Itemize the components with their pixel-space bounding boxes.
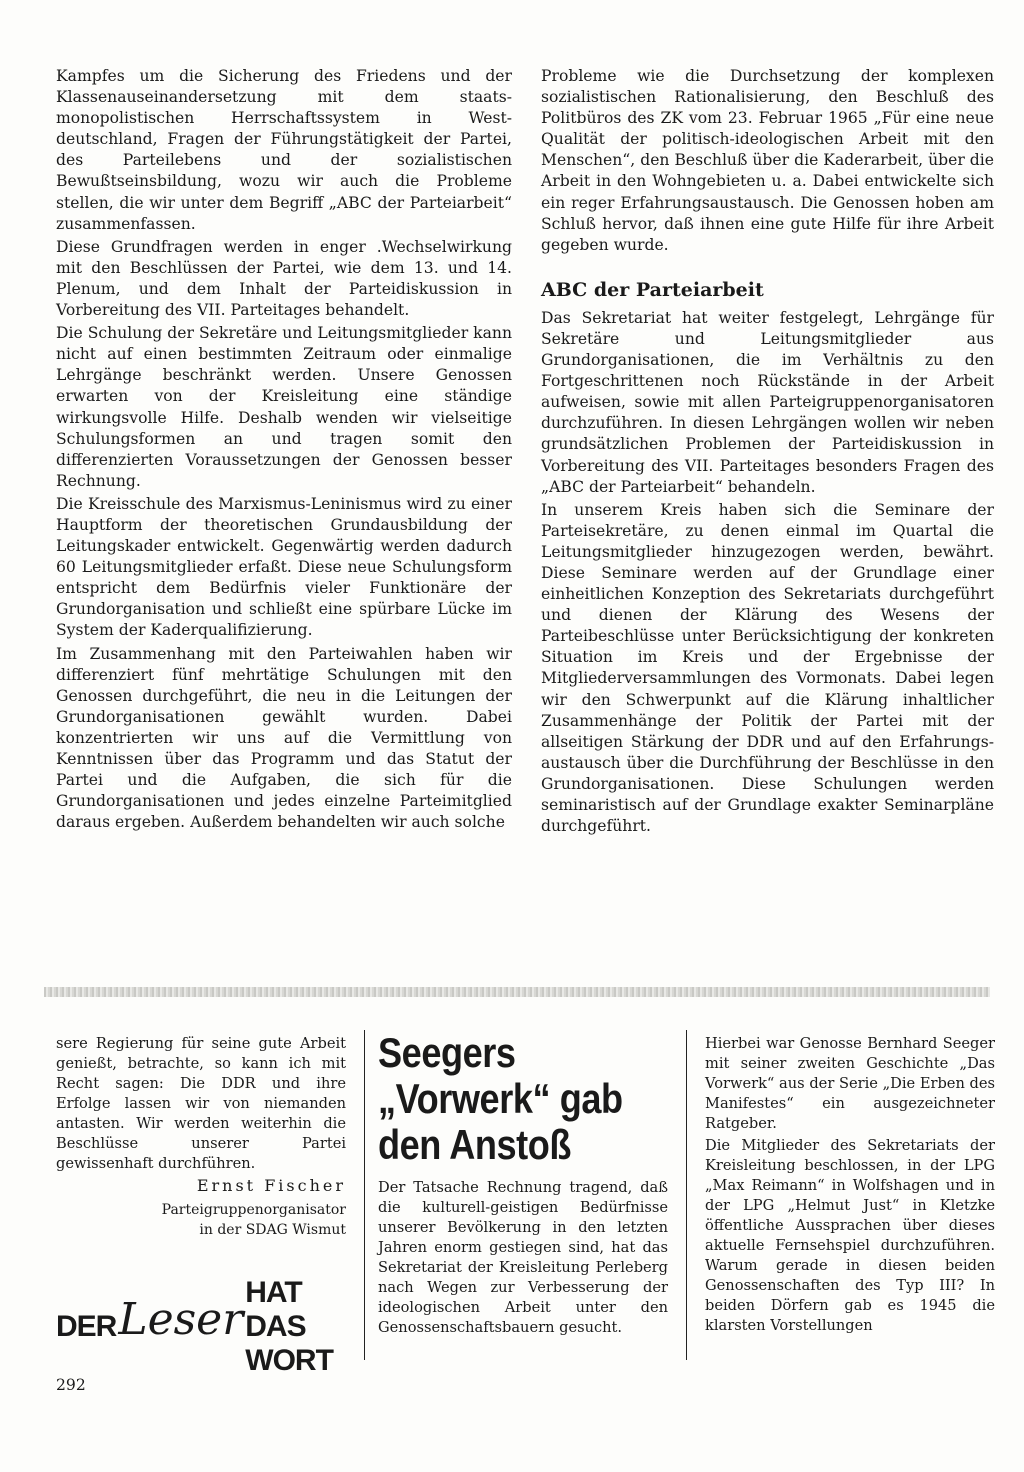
letter-column (56, 1034, 346, 1176)
logo-script-word: Leser (118, 1293, 244, 1345)
author-role-line: in der SDAG Wismut (199, 1222, 346, 1238)
column-rule (686, 1030, 687, 1360)
article-column-middle (378, 1178, 668, 1340)
paragraph: Kampfes um die Sicherung des Friedens und der Klassenauseinandersetzung mit dem staatsmonopolistischen Herrschaftssystem in Westdeutschland, Fragen der Führungstätigkeit der Partei, des Parteilebens und der sozialistischen Bewußtseinsbildung, wozu wir auch die Probleme stellen, die wir unter dem Begriff „ABC der Parteiarbeit“ zusammenfassen. (56, 67, 512, 233)
section-heading: ABC der Parteiarbeit (541, 278, 764, 301)
headline-line: den Anstoß (378, 1121, 572, 1168)
paragraph: Die Mitglieder des Sekretariats der Kreisleitung beschlossen, in der LPG „Max Reimann“ in Wolfshagen und in der LPG „Helmut Just“ in Kletzke öffentliche Aussprachen über dieses aktuelle Fernsehspiel durchzuführen. Warum gerade in diesen beiden Genossenschaften des Typ III? In beiden Dörfern gab es 1945 die klarsten Vorstellungen (705, 1137, 995, 1334)
article-column-right-bottom (705, 1034, 995, 1338)
author-role (56, 1200, 346, 1240)
paragraph: Die Schulung der Sekretäre und Leitungsmitglieder kann nicht auf einen bestimmten Zeitraum oder einmalige Lehrgänge beschränkt werden. Unsere Genossen erwarten von der Kreisleitung eine ständige wirkungsvolle Hilfe. Deshalb wenden wir vielseitige Schulungsformen an und tragen somit den differenzierten Voraussetzungen der Genossen besser Rechnung. (56, 324, 512, 490)
paragraph: Im Zusammenhang mit den Parteiwahlen haben wir differenziert fünf mehrtätige Schulungen mit den Genossen durchgeführt, die neu in die Leitungen der Grundorganisationen gewählt wurden. Dabei konzentrierten wir uns auf die Vermittlung von Kenntnissen über das Programm und das Statut der Partei und die Aufgaben, die sich für die Grundorganisationen und jedes einzelne Parteimitglied daraus ergeben. Außerdem behandelten wir auch solche (56, 644, 512, 832)
logo-text-pre: DER (56, 1310, 117, 1343)
headline-line: „Vorwerk“ gab (378, 1075, 623, 1122)
article-headline (378, 1030, 627, 1168)
paragraph: Die Kreisschule des Marxismus-Leninismus wird zu einer Hauptform der theoretischen Grundausbildung der Leitungskader entwickelt. Gegenwärtig werden dadurch 60 Leitungsmitglieder erfaßt. Diese neue Schulungsform entspricht dem Bedürfnis vieler Funktionäre der Grundorganisation und schließt eine spürbare Lücke im System der Kaderqualifizierung. (56, 494, 512, 640)
paragraph: In unserem Kreis haben sich die Seminare der Parteisekretäre, zu denen einmal im Quartal die Leitungsmitglieder hinzugezogen werden, bewährt. Diese Seminare werden auf der Grundlage einer einheitlichen Konzeption des Sekretariats durchgeführt und dienen der Klärung des Wesens der Parteibeschlüsse unter Berücksichtigung der konkreten Situation im Kreis und der Ergebnisse der Mitgliederversammlungen des Vormonats. Dabei legen wir den Schwerpunkt auf die Klärung inhaltlicher Zusammenhänge der Politik der Partei mit der allseitigen Stärkung der DDR und auf den Erfahrungsaustausch über die Durchführung der Beschlüsse in den Grundorganisationen. Diese Schulungen werden seminaristisch auf der Grundlage exakter Seminarpläne durchgeführt. (541, 500, 994, 836)
paragraph: Probleme wie die Durchsetzung der komplexen sozialistischen Rationalisierung, den Beschluß des Politbüros des ZK vom 23. Februar 1965 „Für eine neue Qualität der politisch-ideologischen Arbeit mit den Menschen“, den Beschluß über die Kaderarbeit, über die Arbeit in den Wohngebieten u. a. Dabei entwickelte sich ein reger Erfahrungsaustausch. Die Genossen hoben am Schluß hervor, daß ihnen eine gute Hilfe für ihre Arbeit gegeben wurde. (541, 67, 994, 254)
paragraph: Der Tatsache Rechnung tragend, daß die kulturell-geistigen Bedürfnisse unserer Bevölkerung in den letzten Jahren enorm gestiegen sind, hat das Sekretariat der Kreisleitung Perleberg nach Wegen zur Verbesserung der ideologischen Arbeit unter den Genossenschaftsbauern gesucht. (378, 1179, 668, 1336)
section-divider (44, 987, 990, 997)
article-column-right (541, 66, 994, 839)
headline-line: Seegers (378, 1029, 516, 1076)
paragraph: Hierbei war Genosse Bernhard Seeger mit seiner zweiten Geschichte „Das Vorwerk“ aus der Serie „Die Erben des Manifestes“ ein ausgezeichneter Ratgeber. (705, 1035, 995, 1132)
paragraph: Diese Grundfragen werden in enger .Wechselwirkung mit den Beschlüssen der Partei, wie dem 13. und 14. Plenum, und dem Inhalt der Parteidiskussion in Vorbereitung des VII. Parteitages behandelt. (56, 237, 512, 320)
author-name: Ernst Fischer (196, 1176, 346, 1195)
article-column-left (56, 66, 512, 835)
readers-column-logo (56, 1276, 346, 1377)
author-role-line: Parteigruppenorganisator (161, 1202, 346, 1218)
page-number: 292 (56, 1376, 86, 1394)
logo-text-post: HAT DAS WORT (245, 1276, 333, 1377)
letter-text: sere Regierung für seine gute Arbeit genießt, betrachte, so kann ich mit Recht sagen: Die DDR und ihre Erfolge lassen wir von niemanden antasten. Wir werden weiterhin die Beschlüsse unserer Partei gewissenhaft durchführen. (56, 1035, 346, 1172)
paragraph: Das Sekretariat hat weiter festgelegt, Lehrgänge für Sekretäre und Leitungsmitglieder aus Grundorganisationen, die im Verhältnis zu den Fortgeschrittenen noch Rückstände in der Arbeit aufweisen, sowie mit allen Parteigruppenorganisatoren durchzuführen. In diesen Lehrgängen wollen wir neben grundsätzlichen Problemen der Parteidiskussion in Vorbereitung des VII. Parteitages besonders Fragen des „ABC der Parteiarbeit“ behandeln. (541, 308, 994, 496)
column-rule (364, 1030, 365, 1360)
